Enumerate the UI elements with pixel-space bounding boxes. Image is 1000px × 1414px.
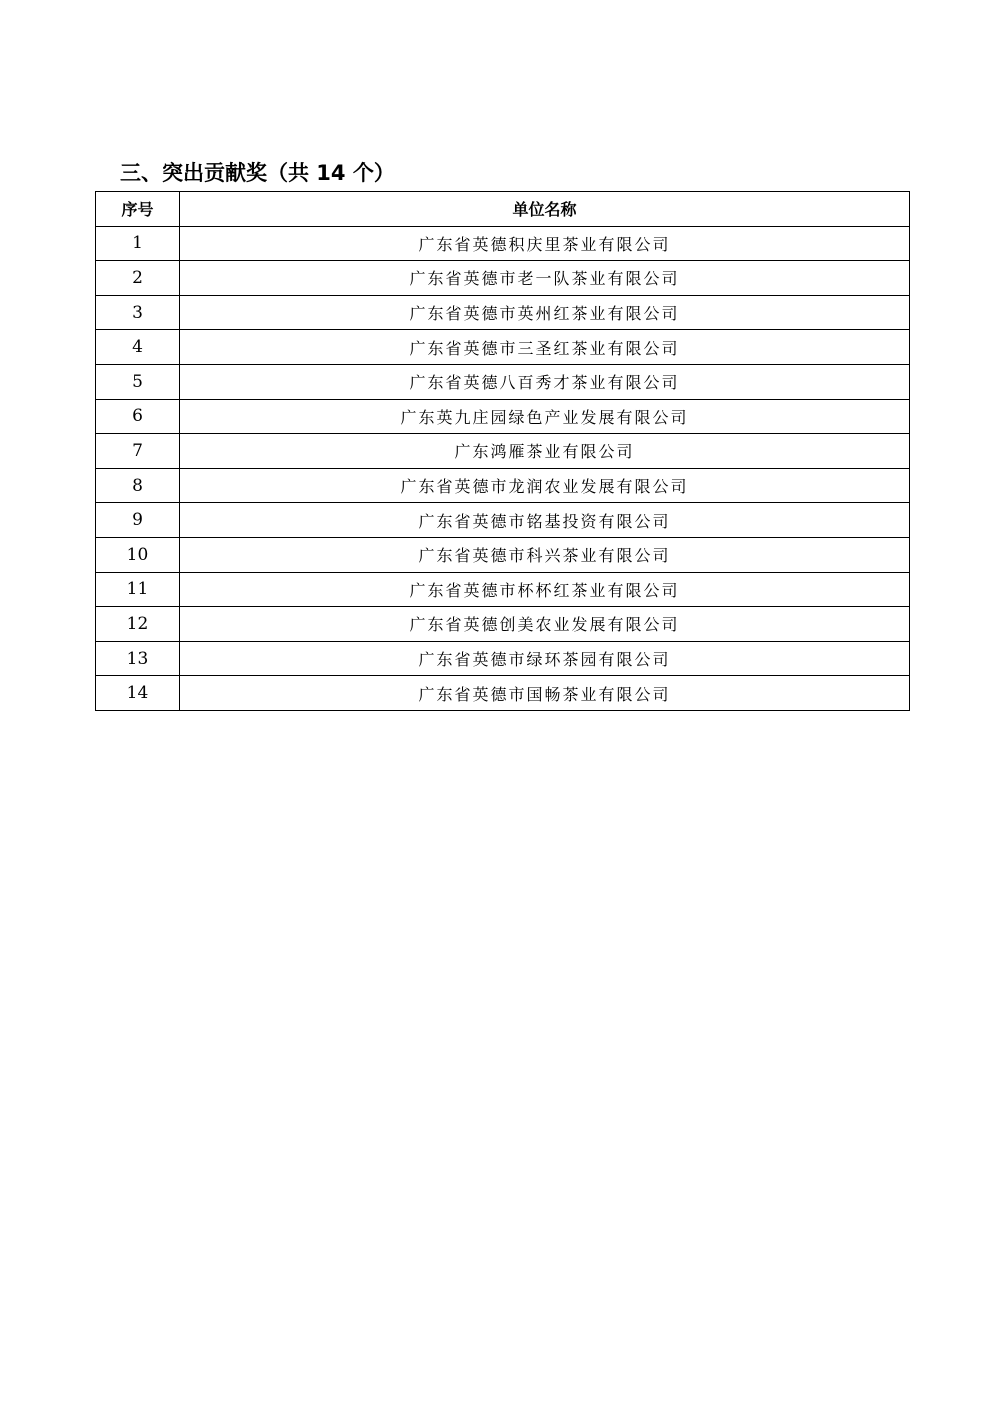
section-title: 三、突出贡献奖（共 14 个） bbox=[120, 161, 395, 185]
unit-name: 广东省英德市铭基投资有限公司 bbox=[180, 503, 910, 538]
table-row bbox=[96, 364, 910, 399]
table-row bbox=[96, 434, 910, 469]
table-row bbox=[96, 537, 910, 572]
unit-name: 广东省英德市科兴茶业有限公司 bbox=[180, 537, 910, 572]
unit-name: 广东省英德市杯杯红茶业有限公司 bbox=[180, 572, 910, 607]
row-number: 7 bbox=[96, 434, 180, 469]
unit-name: 广东省英德积庆里茶业有限公司 bbox=[180, 226, 910, 261]
row-number: 6 bbox=[96, 399, 180, 434]
unit-name: 广东鸿雁茶业有限公司 bbox=[180, 434, 910, 469]
row-number: 4 bbox=[96, 330, 180, 365]
header-serial-number: 序号 bbox=[96, 192, 180, 227]
table-row bbox=[96, 295, 910, 330]
table-row bbox=[96, 572, 910, 607]
unit-name: 广东省英德市龙润农业发展有限公司 bbox=[180, 468, 910, 503]
table-row bbox=[96, 399, 910, 434]
row-number: 11 bbox=[96, 572, 180, 607]
unit-name: 广东省英德创美农业发展有限公司 bbox=[180, 607, 910, 642]
table-header-row bbox=[96, 192, 910, 227]
row-number: 3 bbox=[96, 295, 180, 330]
row-number: 2 bbox=[96, 261, 180, 296]
table-row bbox=[96, 503, 910, 538]
row-number: 12 bbox=[96, 607, 180, 642]
unit-name: 广东省英德八百秀才茶业有限公司 bbox=[180, 364, 910, 399]
unit-name: 广东省英德市老一队茶业有限公司 bbox=[180, 261, 910, 296]
table-row bbox=[96, 226, 910, 261]
unit-name: 广东省英德市三圣红茶业有限公司 bbox=[180, 330, 910, 365]
table-row bbox=[96, 607, 910, 642]
table-row bbox=[96, 261, 910, 296]
unit-name: 广东省英德市绿环茶园有限公司 bbox=[180, 641, 910, 676]
unit-name: 广东省英德市英州红茶业有限公司 bbox=[180, 295, 910, 330]
table-row bbox=[96, 641, 910, 676]
unit-name: 广东英九庄园绿色产业发展有限公司 bbox=[180, 399, 910, 434]
table-row bbox=[96, 468, 910, 503]
header-unit-name: 单位名称 bbox=[180, 192, 910, 227]
table-row bbox=[96, 676, 910, 711]
row-number: 14 bbox=[96, 676, 180, 711]
row-number: 5 bbox=[96, 364, 180, 399]
row-number: 9 bbox=[96, 503, 180, 538]
row-number: 8 bbox=[96, 468, 180, 503]
row-number: 10 bbox=[96, 537, 180, 572]
row-number: 13 bbox=[96, 641, 180, 676]
row-number: 1 bbox=[96, 226, 180, 261]
award-table bbox=[95, 191, 910, 711]
table-row bbox=[96, 330, 910, 365]
unit-name: 广东省英德市国畅茶业有限公司 bbox=[180, 676, 910, 711]
